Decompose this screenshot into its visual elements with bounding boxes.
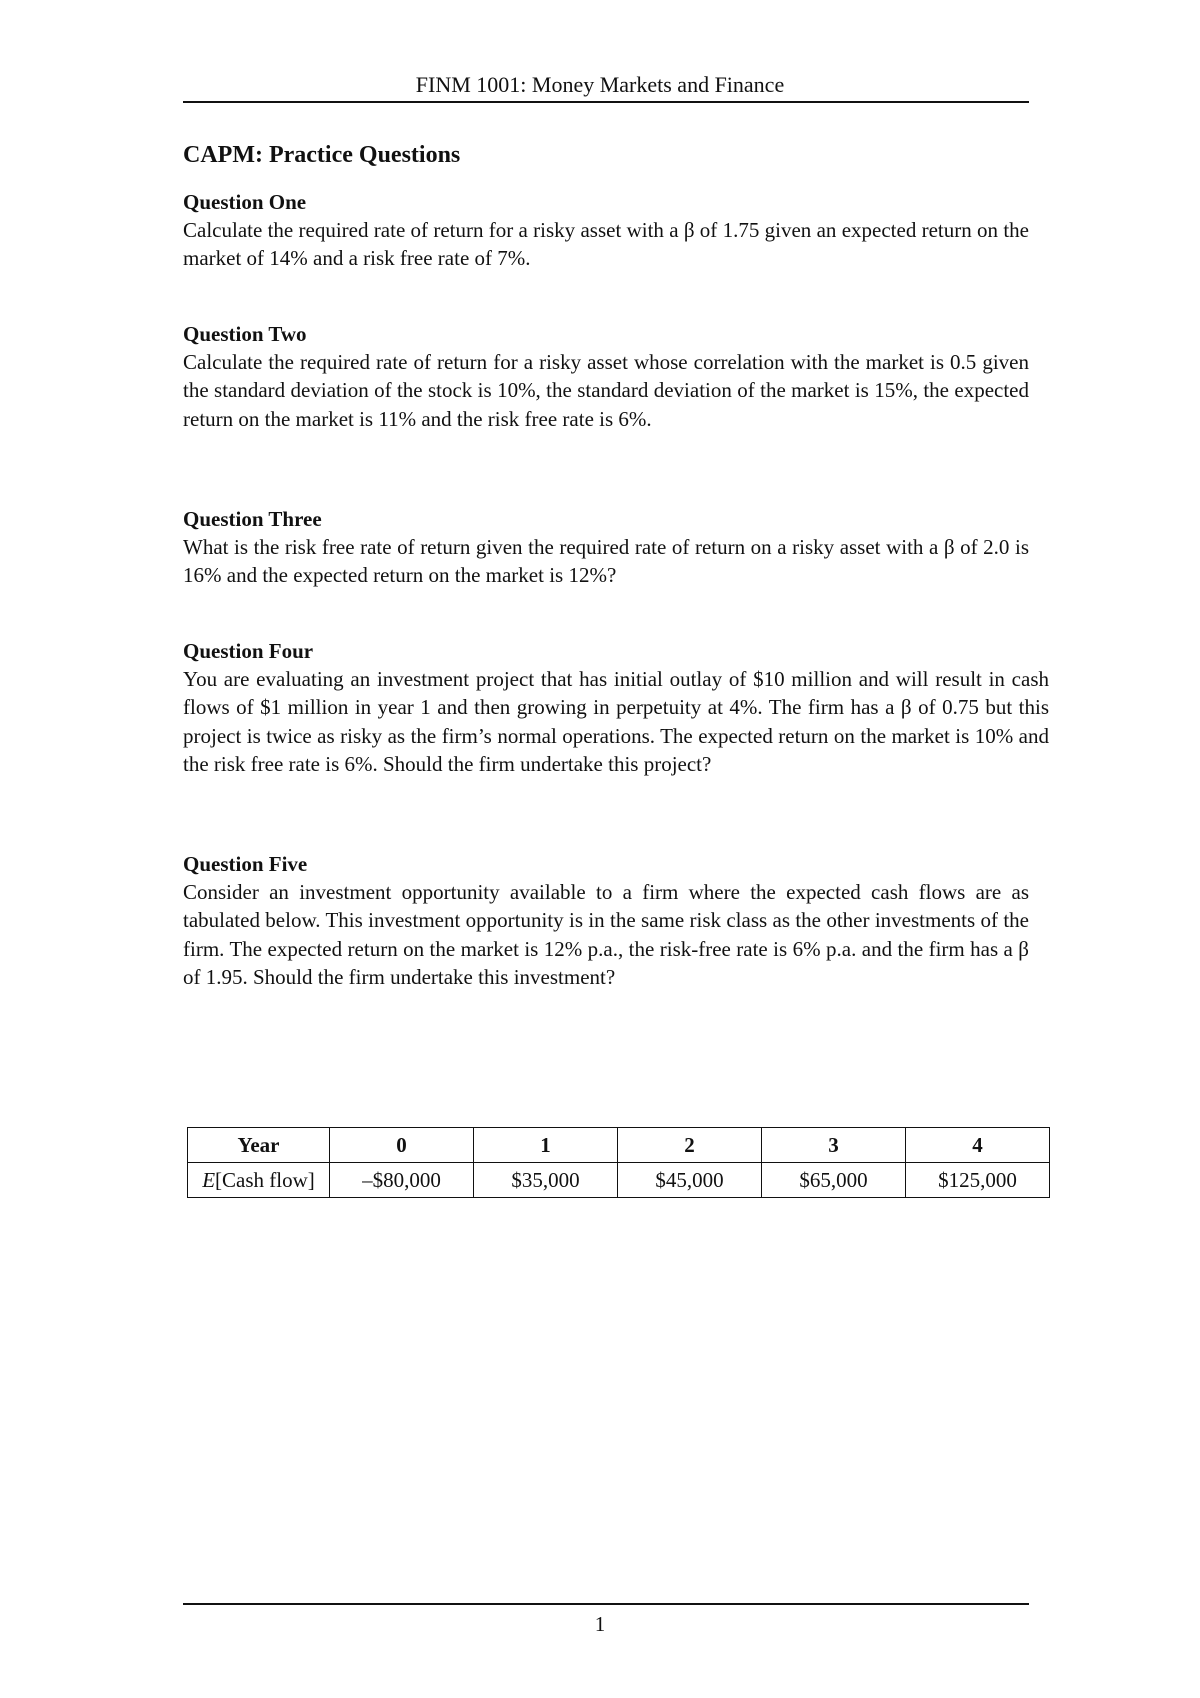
- table-cell: 0: [330, 1128, 474, 1163]
- question-text: You are evaluating an investment project that has initial outlay of $10 million and will result in cash flows of $1 million in year 1 and then growing in perpetuity at 4%. The firm has a β of 0.75 but this project is twice as risky as the firm’s normal operations. The expected return on the market is 10% and the risk free rate is 6%. Should the firm undertake this project?: [183, 667, 1049, 776]
- table-cell: –$80,000: [330, 1163, 474, 1198]
- question-heading: Question Five: [183, 852, 308, 876]
- table-cell: 3: [762, 1128, 906, 1163]
- running-header: FINM 1001: Money Markets and Finance: [415, 72, 785, 97]
- table-row-label: [188, 1163, 330, 1198]
- question-five: [183, 850, 1029, 991]
- question-one: [183, 188, 1029, 273]
- question-heading: Question Two: [183, 322, 307, 346]
- table-header-year: Year: [188, 1128, 330, 1163]
- expectation-symbol: E: [202, 1167, 216, 1192]
- table-cell: $35,000: [474, 1163, 618, 1198]
- question-three: [183, 505, 1029, 590]
- question-text: What is the risk free rate of return given the required rate of return on a risky asset with a β of 2.0 is 16% and the expected return on the market is 12%?: [183, 535, 1029, 588]
- question-heading: Question One: [183, 190, 307, 214]
- question-text: Calculate the required rate of return for a risky asset with a β of 1.75 given an expected return on the market of 14% and a risk free rate of 7%.: [183, 218, 1029, 271]
- question-four: [183, 637, 1049, 778]
- question-heading: Question Three: [183, 507, 322, 531]
- page-title: CAPM: Practice Questions: [183, 142, 461, 168]
- question-heading: Question Four: [183, 639, 314, 663]
- question-two: [183, 320, 1029, 433]
- row-label-text: [Cash flow]: [215, 1167, 315, 1192]
- table-header-row: [188, 1128, 1050, 1163]
- page-number: 1: [594, 1612, 606, 1636]
- table-cell: $65,000: [762, 1163, 906, 1198]
- table-cell: $125,000: [906, 1163, 1050, 1198]
- table-cell: 1: [474, 1128, 618, 1163]
- table-row: [188, 1163, 1050, 1198]
- question-text: Calculate the required rate of return for a risky asset whose correlation with the market is 0.5 given the standard deviation of the stock is 10%, the standard deviation of the market is 15%, the expected return on the market is 11% and the risk free rate is 6%.: [183, 350, 1029, 431]
- table-cell: $45,000: [618, 1163, 762, 1198]
- table-cell: 4: [906, 1128, 1050, 1163]
- cash-flow-table: [187, 1127, 1050, 1198]
- footer-rule: [183, 1603, 1029, 1605]
- table-cell: 2: [618, 1128, 762, 1163]
- header-rule: [183, 101, 1029, 103]
- question-text: Consider an investment opportunity available to a firm where the expected cash flows are as tabulated below. This investment opportunity is in the same risk class as the other investments of the firm. The expected return on the market is 12% p.a., the risk-free rate is 6% p.a. and the firm has a β of 1.95. Should the firm undertake this investment?: [183, 880, 1029, 989]
